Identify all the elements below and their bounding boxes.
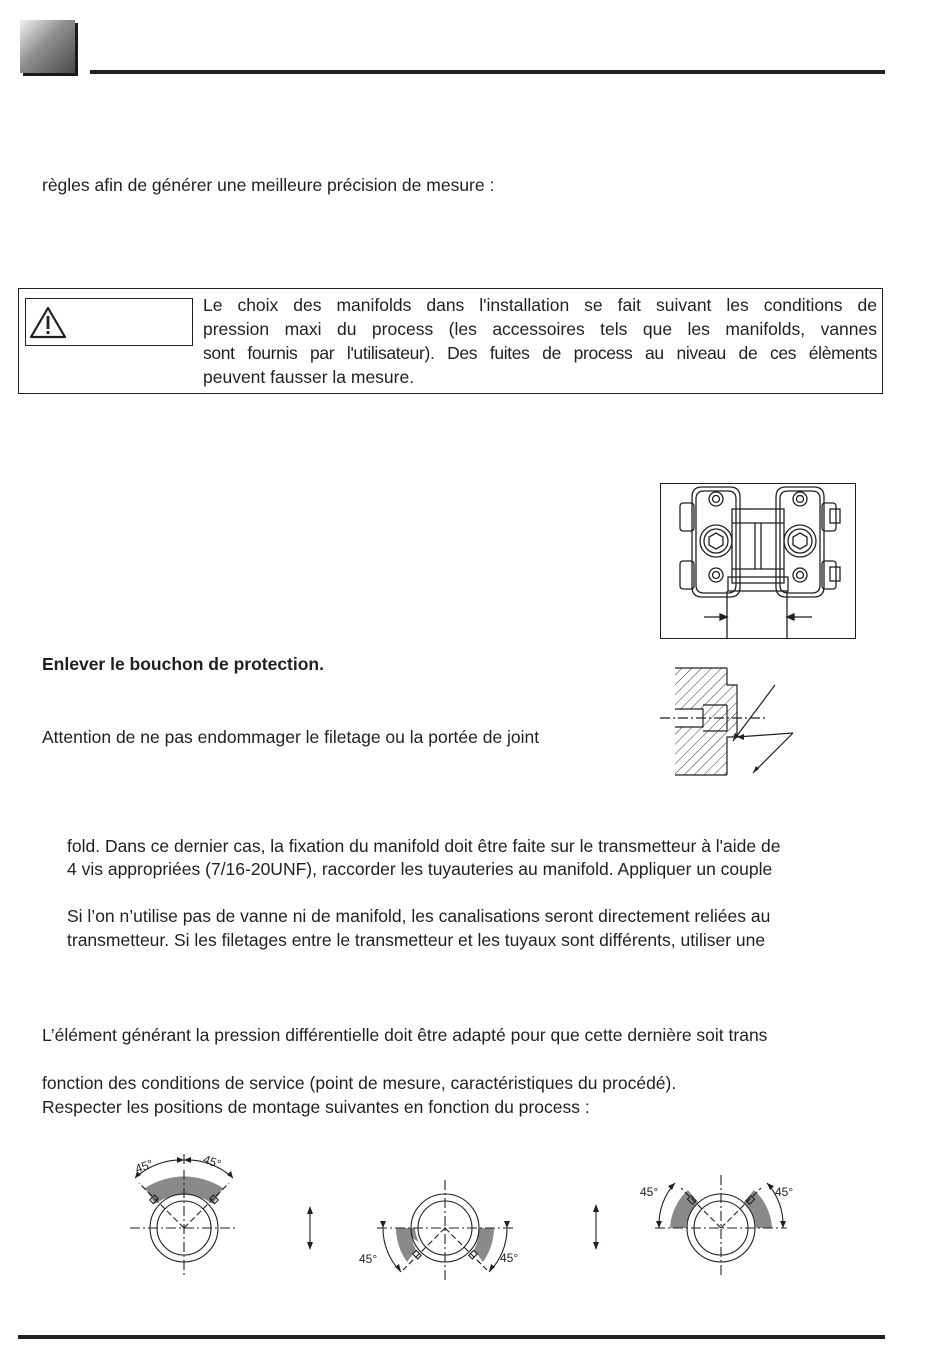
warning-line: pression maxi du process (les accessoires tels que les manifolds, vannes (203, 319, 877, 339)
pressure-line-1: L’élément générant la pression différentielle doit être adapté pour que cette dernière soit trans (42, 1025, 768, 1045)
warning-line: sont fournis par l'utilisateur). Des fuites de process au niveau de ces élèments (203, 343, 877, 363)
angle-label: 45° (775, 1185, 794, 1199)
warning-triangle-icon (28, 305, 68, 341)
manifold-line-1: fold. Dans ce dernier cas, la fixation du manifold doit être faite sur le transmetteur à l'aide de (67, 836, 781, 856)
pressure-line-3: Respecter les positions de montage suivantes en fonction du process : (42, 1097, 590, 1117)
angle-label: 45° (500, 1251, 519, 1265)
warning-line: peuvent fausser la mesure. (203, 367, 415, 387)
angle-label: 45° (201, 1152, 224, 1172)
thread-caution-text: Attention de ne pas endommager le filetage ou la portée de joint (42, 727, 540, 747)
remove-cap-instruction: Enlever le bouchon de protection. (42, 654, 324, 674)
warning-line: Le choix des manifolds dans l'installation se fait suivant les conditions de (203, 295, 877, 315)
angle-label: 45° (640, 1185, 659, 1199)
header-rule (90, 70, 885, 74)
footer-rule (18, 1335, 885, 1339)
manifold-line-2: 4 vis appropriées (7/16-20UNF), raccorder les tuyauteries au manifold. Appliquer un couple (67, 859, 773, 879)
intro-paragraph: règles afin de générer une meilleure précision de mesure : (42, 175, 495, 195)
chapter-marker (20, 20, 75, 73)
angle-label: 45° (359, 1252, 378, 1266)
manifold-flange-figure (660, 483, 856, 639)
warning-label-box (25, 298, 193, 346)
thread-section-figure (655, 665, 800, 780)
manifold-line-4: transmetteur. Si les filetages entre le transmetteur et les tuyaux sont différents, utiliser une (67, 930, 766, 950)
angle-label: 45° (133, 1156, 156, 1176)
warning-text (203, 293, 877, 389)
manifold-line-3: Si l’on n’utilise pas de vanne ni de manifold, les canalisations seront directement reliées au (67, 906, 771, 926)
mounting-positions-figure (115, 1150, 815, 1280)
pressure-line-2: fonction des conditions de service (point de mesure, caractéristiques du procédé). (42, 1073, 677, 1093)
